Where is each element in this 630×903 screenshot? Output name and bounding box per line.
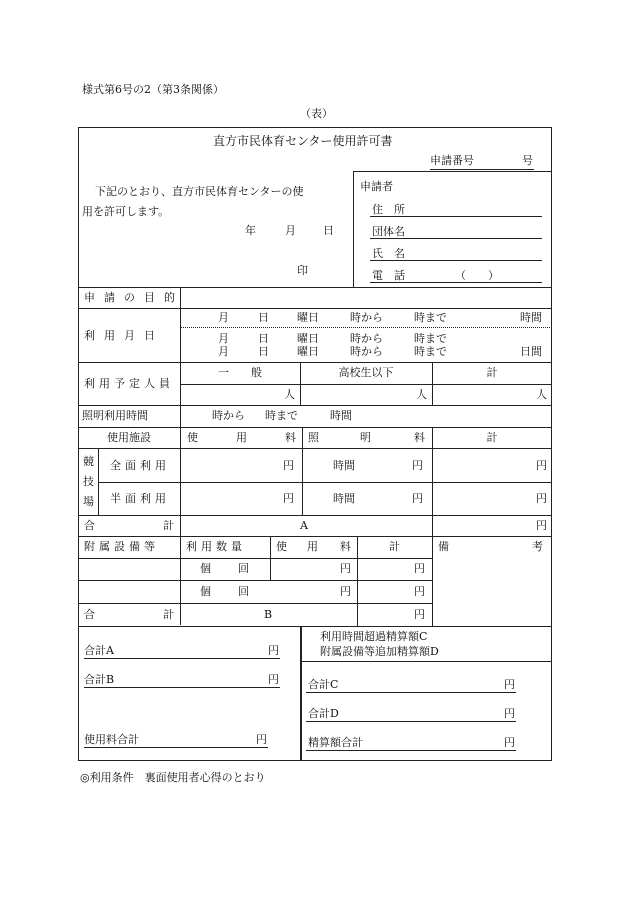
equipment-row1-total-yen: 円 xyxy=(414,562,425,575)
total-b-label: 合計B xyxy=(84,673,115,686)
usage-date-weekday: 曜日 xyxy=(297,332,319,345)
permit-title: 直方市民体育センター使用許可書 xyxy=(213,134,393,148)
full-use-label: 全面利用 xyxy=(110,459,170,472)
usage-date-from: 時から xyxy=(350,332,383,345)
subtotal-a-label-2: 計 xyxy=(163,519,174,532)
people-general-unit: 人 xyxy=(284,388,295,401)
form-label: 様式第6号の2（第3条関係） xyxy=(82,83,224,96)
lighting-time-to: 時まで xyxy=(265,409,298,422)
lighting-time-label: 照明利用時間 xyxy=(82,409,148,422)
venue-char-2: 技 xyxy=(83,475,94,488)
applicant-address-label: 住 所 xyxy=(372,203,405,216)
usage-date-to: 時まで xyxy=(414,311,447,324)
equipment-fee-header-1: 使 xyxy=(276,540,287,553)
facility-col-header: 使用施設 xyxy=(107,431,151,444)
equipment-fee-header-3: 料 xyxy=(340,540,351,553)
half-use-light-hours: 時間 xyxy=(333,492,355,505)
usage-date-day: 日 xyxy=(258,345,269,358)
date-month: 月 xyxy=(285,224,296,237)
settlement-total-field xyxy=(306,750,516,751)
total-a-field xyxy=(84,658,280,659)
full-use-fee-yen: 円 xyxy=(283,459,294,472)
subtotal-b-code: B xyxy=(264,608,273,621)
total-d-field xyxy=(306,721,516,722)
half-use-label: 半面利用 xyxy=(110,492,170,505)
subtotal-b-yen: 円 xyxy=(414,608,425,621)
equipment-row1-pieces: 個 xyxy=(200,562,211,575)
applicant-address-field xyxy=(370,216,542,217)
usage-hours-total: 時間 xyxy=(520,311,542,324)
side-label: （表） xyxy=(300,107,333,120)
total-d-yen: 円 xyxy=(504,707,515,720)
applicant-name-field xyxy=(370,260,542,261)
extra-time-settlement-label: 利用時間超過精算額C xyxy=(320,630,428,643)
fee-total-field xyxy=(84,747,268,748)
usage-date-weekday: 曜日 xyxy=(297,345,319,358)
application-number-label: 申請番号 xyxy=(430,154,474,167)
half-use-total-yen: 円 xyxy=(536,492,547,505)
total-c-field xyxy=(306,692,516,693)
date-year: 年 xyxy=(245,224,256,237)
total-d-label: 合計D xyxy=(308,707,339,720)
light-col-header-2: 明 xyxy=(360,431,371,444)
fee-col-header-3: 料 xyxy=(285,431,296,444)
light-col-header-1: 照 xyxy=(308,431,319,444)
half-use-light-yen: 円 xyxy=(412,492,423,505)
fee-col-header-1: 使 xyxy=(187,431,198,444)
usage-date-day: 日 xyxy=(258,332,269,345)
usage-days-total: 日間 xyxy=(520,345,542,358)
usage-date-day: 日 xyxy=(258,311,269,324)
usage-date-weekday: 曜日 xyxy=(297,311,319,324)
light-col-header-3: 料 xyxy=(414,431,425,444)
applicant-phone-label: 電 話 xyxy=(372,269,405,282)
lighting-time-from: 時から xyxy=(212,409,245,422)
total-a-yen: 円 xyxy=(268,644,279,657)
total-b-field xyxy=(84,687,280,688)
equipment-total-header: 計 xyxy=(389,540,400,553)
half-use-fee-yen: 円 xyxy=(283,492,294,505)
total-c-yen: 円 xyxy=(504,678,515,691)
people-label: 利用予定人員 xyxy=(84,377,174,390)
equipment-row1-fee-yen: 円 xyxy=(340,562,351,575)
applicant-top-line xyxy=(353,171,552,172)
subtotal-b-label-2: 計 xyxy=(163,608,174,621)
usage-date-to: 時まで xyxy=(414,332,447,345)
applicant-heading: 申請者 xyxy=(360,180,393,193)
equipment-row2-pieces: 個 xyxy=(200,585,211,598)
equipment-row2-total-yen: 円 xyxy=(414,585,425,598)
lighting-time-hours: 時間 xyxy=(330,409,352,422)
usage-date-to: 時まで xyxy=(414,345,447,358)
subtotal-a-code: A xyxy=(300,519,308,532)
equipment-label: 附属設備等 xyxy=(84,540,159,553)
applicant-divider xyxy=(353,171,354,287)
total-c-label: 合計C xyxy=(308,678,339,691)
full-use-light-yen: 円 xyxy=(412,459,423,472)
fee-total-yen: 円 xyxy=(256,733,267,746)
equipment-remarks-header-2: 考 xyxy=(532,540,543,553)
applicant-name-label: 氏 名 xyxy=(372,247,405,260)
people-students: 高校生以下 xyxy=(338,366,394,379)
permit-statement-line2: 用を許可します。 xyxy=(82,205,170,218)
equipment-quantity-header: 利用数量 xyxy=(186,540,246,553)
facility-total-header: 計 xyxy=(486,431,498,444)
equipment-row2-times: 回 xyxy=(238,585,249,598)
purpose-label: 申請の目的 xyxy=(84,291,184,304)
application-number-underline xyxy=(430,169,534,170)
people-total-unit: 人 xyxy=(536,388,547,401)
applicant-phone-paren: （ ） xyxy=(455,269,499,282)
fee-total-label: 使用料合計 xyxy=(84,733,139,746)
usage-date-month: 月 xyxy=(218,311,229,324)
applicant-organization-label: 団体名 xyxy=(372,225,405,238)
applicant-phone-field xyxy=(370,282,542,283)
usage-date-month: 月 xyxy=(218,332,229,345)
extra-equipment-settlement-label: 附属設備等追加精算額D xyxy=(320,645,439,658)
subtotal-b-label-1: 合 xyxy=(84,608,95,621)
full-use-total-yen: 円 xyxy=(536,459,547,472)
settlement-total-yen: 円 xyxy=(504,736,515,749)
applicant-organization-field xyxy=(370,238,542,239)
permit-statement-line1: 下記のとおり、直方市民体育センターの使 xyxy=(95,185,304,198)
full-use-light-hours: 時間 xyxy=(333,459,355,472)
equipment-fee-header-2: 用 xyxy=(307,540,318,553)
usage-date-from: 時から xyxy=(350,345,383,358)
subtotal-a-yen: 円 xyxy=(536,519,547,532)
conditions-note: ◎利用条件 裏面使用者心得のとおり xyxy=(80,771,266,784)
settlement-total-label: 精算額合計 xyxy=(308,736,363,749)
people-total: 計 xyxy=(486,366,498,379)
equipment-row2-fee-yen: 円 xyxy=(340,585,351,598)
people-students-unit: 人 xyxy=(416,388,427,401)
application-number-suffix: 号 xyxy=(522,154,533,167)
equipment-remarks-header-1: 備 xyxy=(438,540,449,553)
seal-mark: 印 xyxy=(297,264,308,277)
usage-date-from: 時から xyxy=(350,311,383,324)
date-day: 日 xyxy=(323,224,334,237)
usage-date-month: 月 xyxy=(218,345,229,358)
venue-char-3: 場 xyxy=(83,495,94,508)
subtotal-a-label-1: 合 xyxy=(84,519,95,532)
people-general: 一 般 xyxy=(218,366,262,379)
total-b-yen: 円 xyxy=(268,673,279,686)
total-a-label: 合計A xyxy=(84,644,114,657)
fee-col-header-2: 用 xyxy=(236,431,247,444)
usage-date-label: 利用月日 xyxy=(84,329,164,342)
equipment-row1-times: 回 xyxy=(238,562,249,575)
venue-char-1: 競 xyxy=(83,455,94,468)
